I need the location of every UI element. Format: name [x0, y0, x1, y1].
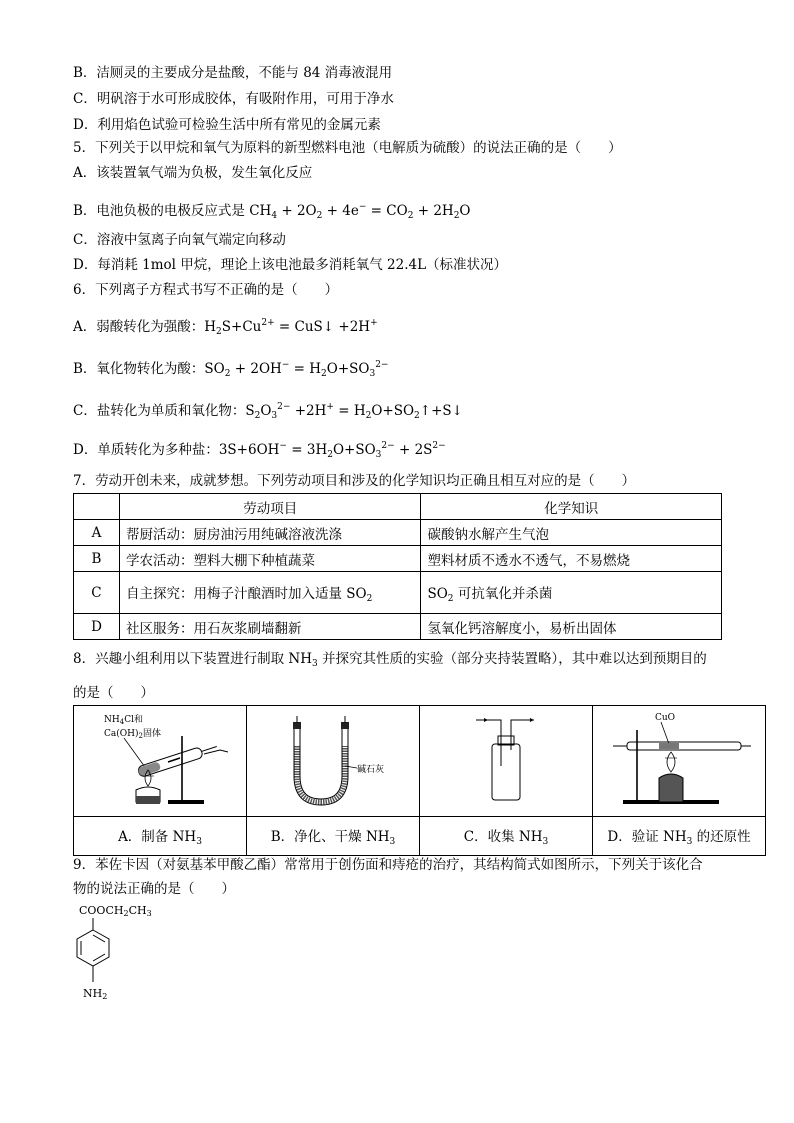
apparatus-a-diagram: [80, 706, 240, 812]
table-row: [74, 546, 722, 572]
caption-d: D．验证 $NH_3$ 的还原性: [593, 817, 766, 856]
benzocaine-structure: [73, 900, 193, 1010]
q8-stem-line2: 的是（ ）: [73, 685, 154, 701]
caption-a: A．制备 $NH_3$: [74, 817, 247, 856]
row-project: 学农活动：塑料大棚下种植蔬菜: [119, 546, 421, 572]
row-knowledge: 塑料材质不透水不透气，不易燃烧: [421, 546, 722, 572]
q6-option-a-equation: $H_2S+Cu^{2+}$ = CuS↓ +2H+: [204, 318, 378, 337]
apparatus-d: [593, 706, 766, 817]
q5-option-b: [73, 198, 471, 225]
caption-a-text: A．制备: [118, 829, 173, 845]
q6-option-c-prefix: C．盐转化为单质和氧化物：: [73, 403, 246, 419]
row-project-text: 自主探究：用梅子汁酿酒时加入适量: [125, 585, 347, 602]
amino-group-label: NH2: [83, 987, 108, 1001]
q6-option-d-equation: $3S+6OH^- = 3H_2O+SO_3^{2-} + 2S^{2-}$: [218, 441, 446, 460]
q6-option-b-prefix: B．氧化物转化为酸：: [73, 361, 205, 377]
q6-option-b: [73, 356, 388, 383]
q8-apparatus-table: [73, 705, 766, 856]
q6-option-a-prefix: A．弱酸转化为强酸：: [73, 319, 205, 335]
row-project: 社区服务：用石灰浆刷墙翻新: [119, 614, 421, 640]
reagent-label-b: $Ca(OH)_2$固体: [104, 729, 161, 740]
apparatus-b-diagram: [253, 706, 413, 812]
lime-label: 碱石灰: [357, 765, 385, 775]
table-row: [74, 614, 722, 640]
q7-table: [73, 493, 722, 640]
q8-stem-prefix: 8．兴趣小组利用以下装置进行制取: [73, 651, 289, 667]
q4-option-b: B．洁厕灵的主要成分是盐酸，不能与 84 消毒液混用: [73, 65, 393, 81]
q7-header-row: [74, 494, 722, 520]
q6-stem: 6．下列离子方程式书写不正确的是（ ）: [73, 282, 339, 298]
q6-option-b-equation: $SO_2 + 2OH^- = H_2O+SO_3^{2-}$: [204, 360, 389, 379]
row-label: B: [74, 546, 120, 572]
q7-stem: 7．劳动开创未来，成就梦想。下列劳动项目和涉及的化学知识均正确且相互对应的是（ ）: [73, 473, 636, 489]
q4-option-c: C．明矾溶于水可形成胶体，有吸附作用，可用于净水: [73, 91, 394, 107]
reagent-label-a: $NH_4Cl$和: [104, 715, 143, 726]
cuo-label: CuO: [655, 713, 676, 723]
table-row: [74, 572, 722, 614]
caption-c-text: C．收集: [463, 829, 519, 845]
q4-option-d: D．利用焰色试验可检验生活中所有常见的金属元素: [73, 117, 381, 133]
ester-group-label: COOCH2CH3: [79, 904, 152, 918]
q6-option-d: [73, 437, 446, 464]
apparatus-d-diagram: [599, 706, 759, 812]
q5-option-a: A．该装置氧气端为负极，发生氧化反应: [73, 165, 313, 181]
q7-header-knowledge: 化学知识: [421, 494, 722, 520]
q6-option-c-equation: $S_2O_3^{2-} +2H^+$ = $H_2O+SO_2↑+S↓$: [245, 402, 463, 421]
q5-option-c: C．溶液中氢离子向氧气端定向移动: [73, 232, 286, 248]
caption-b-text: B．净化、干燥: [270, 829, 366, 845]
row-project: 帮厨活动：厨房油污用纯碱溶液洗涤: [119, 520, 421, 546]
q8-stem: 8．兴趣小组利用以下装置进行制取 $NH_3$ 并探究其性质的实验（部分夹持装置略），其中难以达到预期目的: [73, 651, 707, 669]
q7-header-project: 劳动项目: [119, 494, 421, 520]
q9-stem-line1: 9．苯佐卡因（对氨基苯甲酸乙酯）常常用于创伤面和痔疮的治疗，其结构简式如图所示，下列关于该化合: [73, 857, 703, 873]
apparatus-c-diagram: [426, 706, 586, 812]
apparatus-c: [420, 706, 593, 817]
row-label: C: [74, 572, 120, 614]
q5-option-d: D．每消耗 1mol 甲烷，理论上该电池最多消耗氧气 22.4L（标准状况）: [73, 257, 508, 273]
apparatus-b: [247, 706, 420, 817]
q6-option-c: [73, 398, 463, 425]
q6-option-d-prefix: D．单质转化为多种盐：: [73, 442, 219, 458]
q9-stem-line2: 物的说法正确的是（ ）: [73, 881, 235, 897]
caption-d-text: D．验证: [607, 829, 663, 845]
row-project: 自主探究：用梅子汁酿酒时加入适量 $SO_2$: [119, 572, 421, 614]
q5-option-b-equation: $CH_4 + 2O_2 + 4e^- = CO_2 + 2H_2O$: [249, 202, 471, 221]
row-label: A: [74, 520, 120, 546]
q8-stem-suffix: 并探究其性质的实验（部分夹持装置略），其中难以达到预期目的: [317, 651, 707, 667]
row-knowledge: 碳酸钠水解产生气泡: [421, 520, 722, 546]
apparatus-a: [74, 706, 247, 817]
q5-option-b-prefix: B．电池负极的电极反应式是: [73, 203, 250, 219]
row-knowledge: 氢氧化钙溶解度小，易析出固体: [421, 614, 722, 640]
row-knowledge: $SO_2$ 可抗氧化并杀菌: [421, 572, 722, 614]
table-row: [74, 520, 722, 546]
caption-d-suffix: 的还原性: [692, 829, 751, 845]
q6-option-a: [73, 314, 378, 341]
caption-c: C．收集 $NH_3$: [420, 817, 593, 856]
caption-b: B．净化、干燥 $NH_3$: [247, 817, 420, 856]
row-knowledge-text: 可抗氧化并杀菌: [453, 585, 553, 602]
row-label: D: [74, 614, 120, 640]
q7-header-blank: [74, 494, 120, 520]
q5-stem: 5．下列关于以甲烷和氧气为原料的新型燃料电池（电解质为硫酸）的说法正确的是（ ）: [73, 140, 622, 156]
